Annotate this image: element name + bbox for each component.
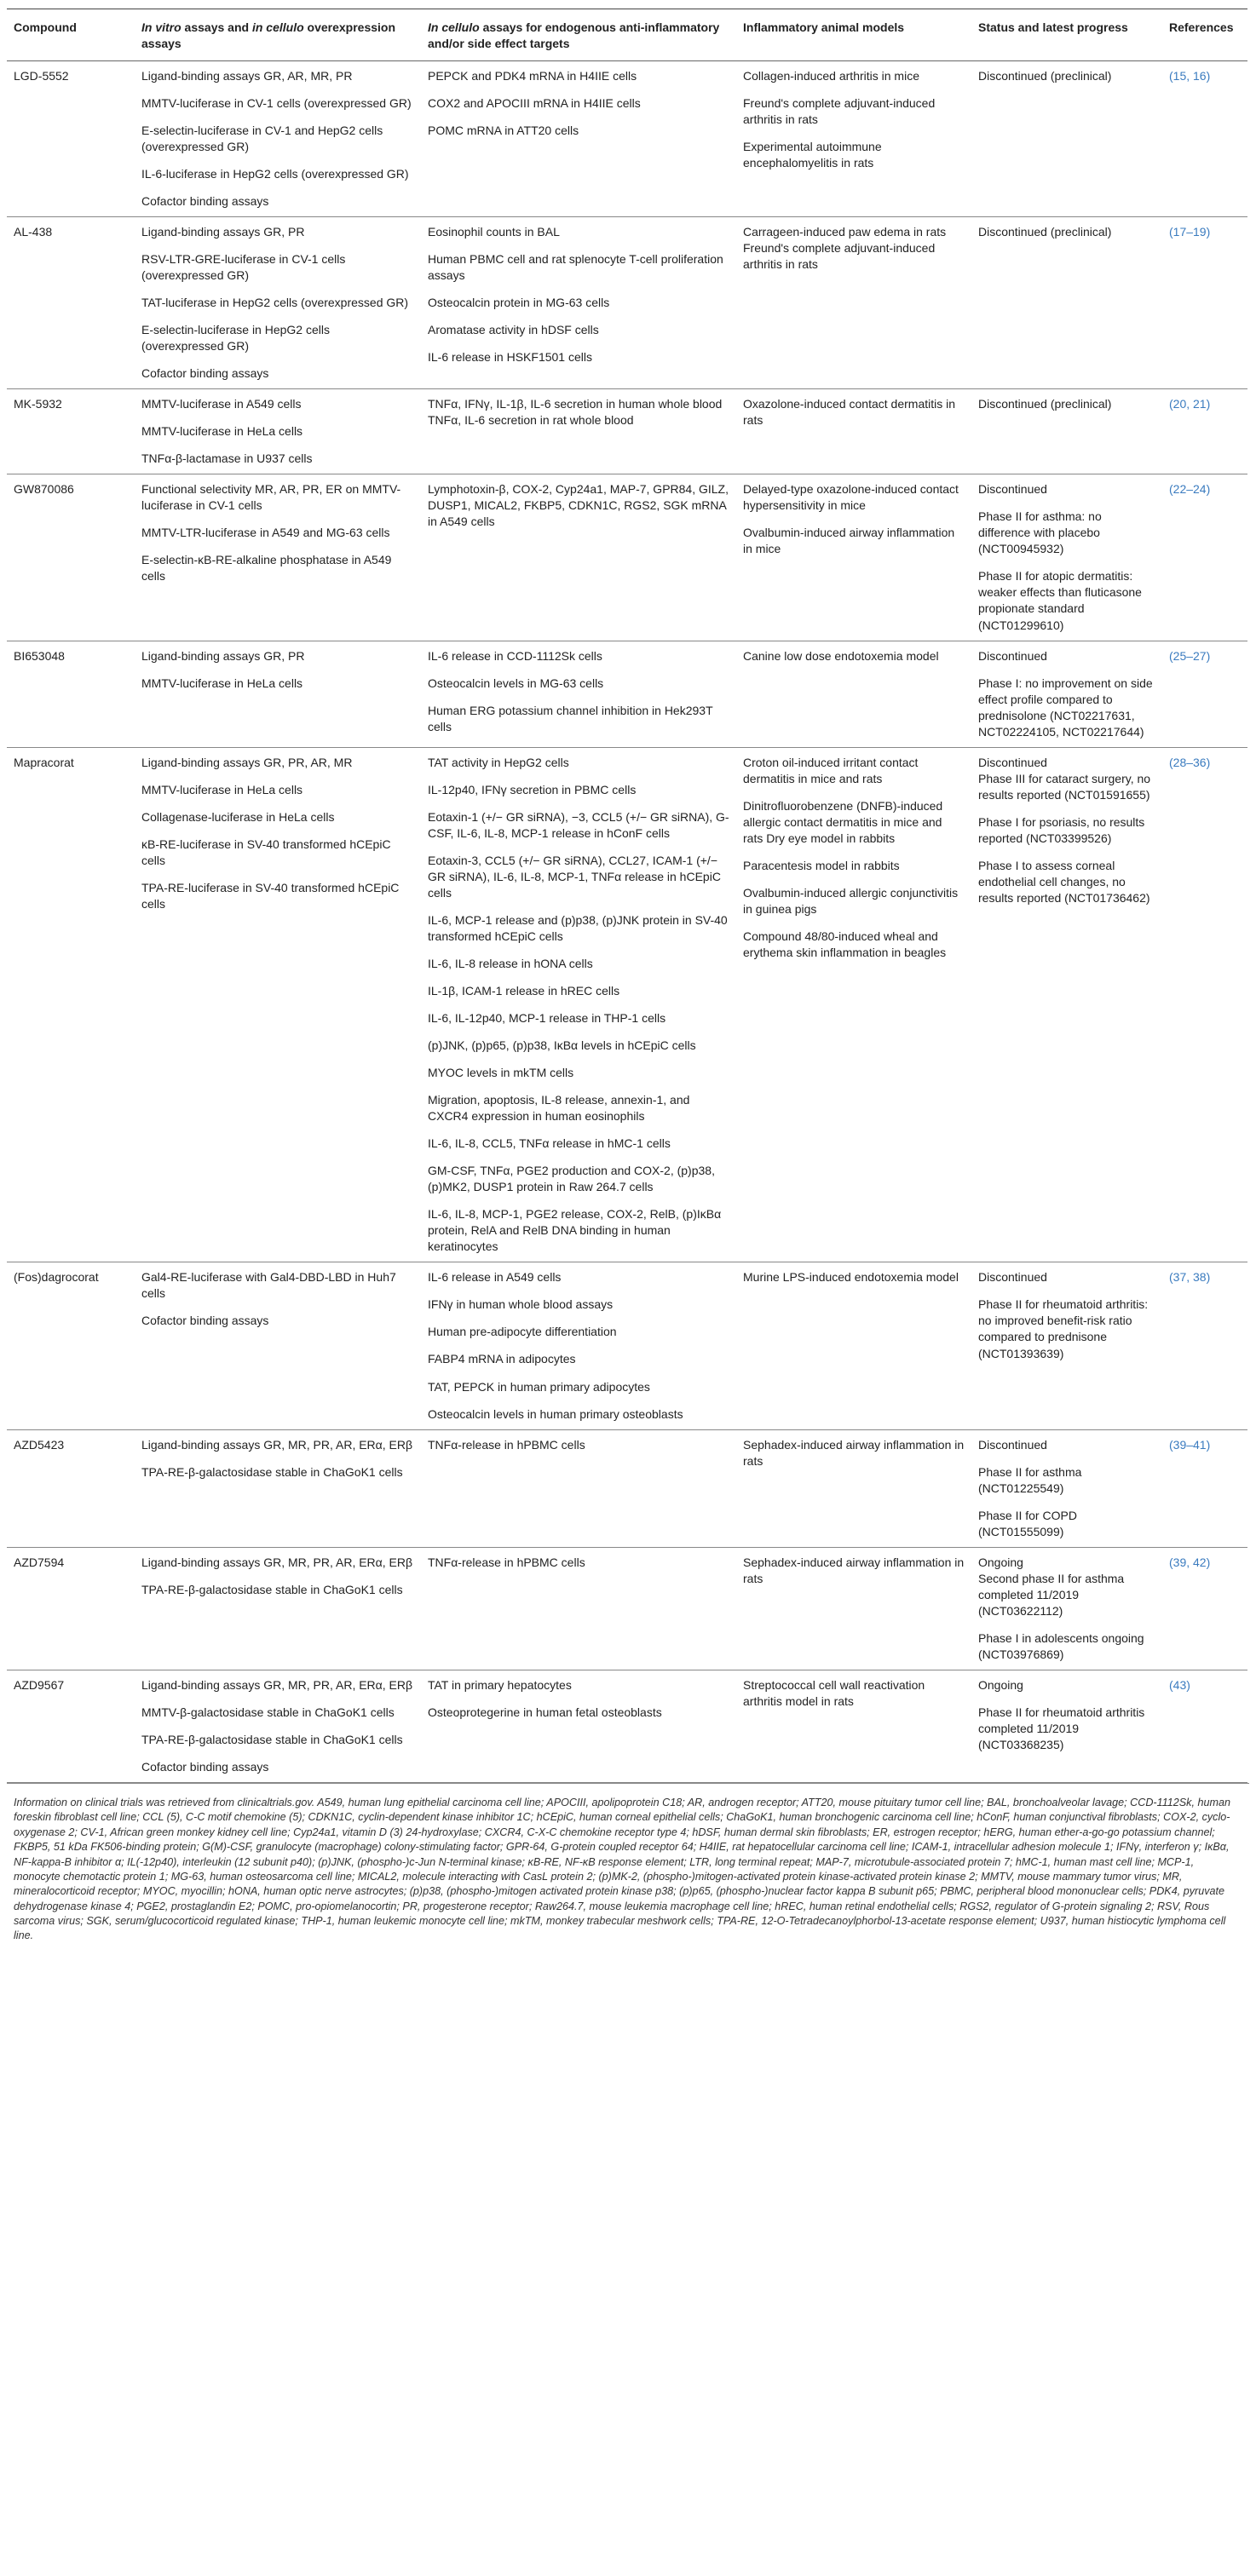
references-cell[interactable]: (43) (1162, 1670, 1247, 1782)
status-entry: Phase II for rheumatoid arthritis: no improved benefit-risk ratio compared to prednisone (NCT01393639) (978, 1297, 1149, 1360)
cellulo-entry: Migration, apoptosis, IL-8 release, annexin-1, and CXCR4 expression in human eosinophils (428, 1093, 690, 1124)
cellulo-entry: TAT, PEPCK in human primary adipocytes (428, 1379, 650, 1394)
models-entry: Sephadex-induced airway inflammation in rats (743, 1555, 965, 1585)
cellulo-entry: FABP4 mRNA in adipocytes (428, 1352, 576, 1366)
vitro-entry: κB-RE-luciferase in SV-40 transformed hCEpiC cells (141, 837, 391, 867)
references-cell[interactable]: (22–24) (1162, 474, 1247, 641)
table-row (7, 747, 1247, 1262)
cellulo-entry: Human PBMC cell and rat splenocyte T-cell proliferation assays (428, 252, 723, 283)
cellulo-entry: Osteocalcin levels in MG-63 cells (428, 676, 604, 690)
vitro-cell (135, 1547, 421, 1670)
cellulo-entry: POMC mRNA in ATT20 cells (428, 123, 579, 137)
vitro-entry: TPA-RE-β-galactosidase stable in ChaGoK1 cells (141, 1732, 403, 1746)
vitro-entry: IL-6-luciferase in HepG2 cells (overexpressed GR) (141, 166, 409, 181)
cellulo-entry: MYOC levels in mkTM cells (428, 1066, 574, 1080)
vitro-entry: Functional selectivity MR, AR, PR, ER on MMTV-luciferase in CV-1 cells (141, 482, 401, 513)
header-in-vitro-b: assays and (181, 20, 252, 34)
cellulo-entry: IL-6, MCP-1 release and (p)p38, (p)JNK protein in SV-40 transformed hCEpiC cells (428, 912, 728, 943)
models-entry: Carrageen-induced paw edema in rats Freund's complete adjuvant-induced arthritis in rats (743, 224, 947, 272)
cellulo-entry: Lymphotoxin-β, COX-2, Cyp24a1, MAP-7, GPR84, GILZ, DUSP1, MICAL2, FKBP5, CDKN1C, RGS2, SGK mRNA in A549 cells (428, 482, 729, 529)
cellulo-entry: IL-6 release in HSKF1501 cells (428, 350, 592, 365)
vitro-entry: Ligand-binding assays GR, PR, AR, MR (141, 755, 353, 769)
cellulo-entry: Eotaxin-3, CCL5 (+/− GR siRNA), CCL27, ICAM-1 (+/− GR siRNA), IL-6, IL-8, MCP-1, TNFα release in hCEpiC cells (428, 853, 721, 900)
status-entry: Phase II for COPD (NCT01555099) (978, 1508, 1077, 1538)
status-cell (971, 216, 1162, 388)
vitro-entry: E-selectin-luciferase in CV-1 and HepG2 cells (overexpressed GR) (141, 123, 383, 153)
models-entry: Experimental autoimmune encephalomyelitis in rats (743, 139, 882, 170)
vitro-entry: Ligand-binding assays GR, AR, MR, PR (141, 68, 353, 83)
cellulo-cell (421, 60, 736, 216)
status-entry: Discontinued (978, 482, 1047, 497)
header-in-vitro-a: In vitro (141, 20, 181, 34)
status-entry: Phase I: no improvement on side effect profile compared to prednisolone (NCT02217631, NCT02224105, NCT02217644) (978, 676, 1153, 739)
table-row (7, 389, 1247, 474)
cellulo-entry: Osteocalcin protein in MG-63 cells (428, 296, 610, 310)
status-cell (971, 389, 1162, 474)
table-row (7, 60, 1247, 216)
vitro-entry: TPA-RE-luciferase in SV-40 transformed hCEpiC cells (141, 880, 400, 911)
status-cell (971, 1262, 1162, 1429)
compound-cell: (Fos)dagrocorat (7, 1262, 135, 1429)
header-status: Status and latest progress (971, 9, 1162, 61)
cellulo-entry: IL-6, IL-8, MCP-1, PGE2 release, COX-2, RelB, (p)IκBα protein, RelA and RelB DNA binding in human keratinocytes (428, 1207, 722, 1254)
models-entry: Sephadex-induced airway inflammation in rats (743, 1437, 965, 1468)
table-body (7, 60, 1247, 1782)
cellulo-entry: Eosinophil counts in BAL (428, 224, 560, 239)
cellulo-entry: PEPCK and PDK4 mRNA in H4IIE cells (428, 68, 637, 83)
cellulo-cell (421, 747, 736, 1262)
status-entry: Ongoing Second phase II for asthma completed 11/2019 (NCT03622112) (978, 1555, 1125, 1618)
vitro-entry: Gal4-RE-luciferase with Gal4-DBD-LBD in Huh7 cells (141, 1270, 396, 1301)
vitro-cell (135, 747, 421, 1262)
status-entry: Phase II for rheumatoid arthritis completed 11/2019 (NCT03368235) (978, 1705, 1145, 1751)
header-in-vitro (135, 9, 421, 61)
vitro-entry: TPA-RE-β-galactosidase stable in ChaGoK1 cells (141, 1582, 403, 1596)
status-cell (971, 641, 1162, 747)
vitro-cell (135, 389, 421, 474)
status-entry: Phase I to assess corneal endothelial cell changes, no results reported (NCT01736462) (978, 858, 1150, 905)
vitro-cell (135, 474, 421, 641)
compound-cell: Mapracorat (7, 747, 135, 1262)
vitro-cell (135, 1670, 421, 1782)
vitro-entry: MMTV-LTR-luciferase in A549 and MG-63 cells (141, 526, 390, 540)
references-cell[interactable]: (17–19) (1162, 216, 1247, 388)
models-cell (736, 1670, 971, 1782)
models-cell (736, 641, 971, 747)
table-row (7, 474, 1247, 641)
vitro-entry: Ligand-binding assays GR, PR (141, 648, 305, 663)
status-entry: Discontinued (978, 648, 1047, 663)
status-entry: Phase I in adolescents ongoing (NCT03976869) (978, 1630, 1144, 1661)
cellulo-cell (421, 1429, 736, 1547)
compound-cell: AZD5423 (7, 1429, 135, 1547)
models-cell (736, 389, 971, 474)
vitro-entry: MMTV-luciferase in HeLa cells (141, 782, 303, 796)
status-cell (971, 1429, 1162, 1547)
models-entry: Ovalbumin-induced airway inflammation in mice (743, 526, 955, 556)
header-in-vitro-c: in cellulo (251, 20, 304, 34)
cellulo-cell (421, 474, 736, 641)
vitro-entry: Cofactor binding assays (141, 1314, 269, 1328)
header-in-cellulo (421, 9, 736, 61)
cellulo-cell (421, 1670, 736, 1782)
compound-cell: AZD7594 (7, 1547, 135, 1670)
header-models: Inflammatory animal models (736, 9, 971, 61)
status-cell (971, 60, 1162, 216)
table-row (7, 1429, 1247, 1547)
vitro-entry: Collagenase-luciferase in HeLa cells (141, 809, 335, 824)
status-entry: Discontinued (preclinical) (978, 224, 1112, 239)
vitro-entry: Ligand-binding assays GR, MR, PR, AR, ERα, ERβ (141, 1677, 413, 1692)
status-entry: Phase II for asthma: no difference with placebo (NCT00945932) (978, 509, 1102, 556)
references-cell[interactable]: (39, 42) (1162, 1547, 1247, 1670)
compound-cell: MK-5932 (7, 389, 135, 474)
compound-cell: LGD-5552 (7, 60, 135, 216)
models-cell (736, 1547, 971, 1670)
header-in-cellulo-b: assays for endogenous anti-inflammatory and/or side effect targets (428, 20, 720, 50)
header-refs: References (1162, 9, 1247, 61)
footnote-text: Information on clinical trials was retrieved from clinicaltrials.gov. A549, human lung epithelial carcinoma cell line; APOCIII, apolipoprotein C18; AR, androgen receptor; ATT20, mouse pituitary tumor cell line; BAL, bronchoalveolar lavage; CCD-1112Sk, human foreskin fibroblast cell line; CCL (5), C-C motif chemokine (5); CDKN1C, cyclin-dependent kinase inhibitor 1C; hCEpiC, human corneal epithelial cells; ChaGoK1, human bronchogenic carcinoma cell line; hConF, human conjunctival fibroblasts; COX-2, cyclo-oxygenase 2; CV-1, African green monkey kidney cell line; Cyp24a1, vitamin D (3) 24-hydroxylase; CXCR4, C-X-C chemokine receptor type 4; hDSF, human dermal skin fibroblasts; ER, estrogen receptor; hERG, human ether-a-go-go potassium channel; FKBP5, 51 kDa FK506-binding protein; G(M)-CSF, granulocyte (macrophage) colony-stimulating factor; GPR-64, G-protein coupled receptor 64; H4IIE, rat hepatocellular carcinoma cell line; ICAM-1, intracellular adhesion molecule 1; IFNγ, interferon γ; IκBα, NF-kappa-B inhibitor α; IL(-12p40), interleukin (12 subunit p40); (p)JNK, (phospho-)c-Jun N-terminal kinase; κB-RE, NF-κB response element; LTR, long terminal repeat; MAP-7, microtubule-associated protein 7; hMC-1, human mast cell line; MCP-1, monocyte chemotactic protein 1; MG-63, human osteosarcoma cell line; MICAL2, molecule interacting with CasL protein 2; (p)MK-2, (phospho-)mitogen-activated protein kinase-activated protein kinase 2; MMTV, mouse mammary tumor virus; MR, mineralocorticoid receptor; MYOC, myocillin; hONA, human optic nerve astrocytes; (p)p38, (phospho-)mitogen activated protein kinase p38; (p)p65, (phospho-)nuclear factor kappa B subunit p65; PBMC, peripheral blood mononuclear cells; PDK4, pyruvate dehydrogenase kinase 4; PGE2, prostaglandin E2; POMC, pro-opiomelanocortin; PR, progesterone receptor; Raw264.7, mouse leukemia macrophage cell line; hREC, human retinal endothelial cells; RGS2, regulator of G-protein signaling 2; RSV, Rous sarcoma virus; SGK, serum/glucocorticoid regulated kinase; THP-1, human leukemic monocyte cell line; mkTM, monkey trabecular meshwork cells; TPA-RE, 12-O-Tetradecanoylphorbol-13-acetate response element; U937, human histiocytic lymphoma cell line. (14, 1797, 1230, 1942)
table-row (7, 1262, 1247, 1429)
cellulo-entry: TNFα-release in hPBMC cells (428, 1555, 585, 1569)
cellulo-entry: TNFα-release in hPBMC cells (428, 1437, 585, 1452)
vitro-cell (135, 216, 421, 388)
cellulo-cell (421, 1547, 736, 1670)
models-cell (736, 474, 971, 641)
vitro-entry: E-selectin-κB-RE-alkaline phosphatase in A549 cells (141, 553, 392, 584)
cellulo-entry: Human pre-adipocyte differentiation (428, 1325, 617, 1339)
compound-cell: AL-438 (7, 216, 135, 388)
cellulo-entry: Osteocalcin levels in human primary osteoblasts (428, 1406, 683, 1421)
references-cell[interactable]: (15, 16) (1162, 60, 1247, 216)
vitro-cell (135, 60, 421, 216)
vitro-entry: TAT-luciferase in HepG2 cells (overexpressed GR) (141, 296, 409, 310)
vitro-entry: Cofactor binding assays (141, 366, 269, 381)
status-cell (971, 1670, 1162, 1782)
cellulo-entry: TAT activity in HepG2 cells (428, 755, 569, 769)
cellulo-entry: TNFα, IFNγ, IL-1β, IL-6 secretion in human whole blood TNFα, IL-6 secretion in rat whole blood (428, 397, 723, 428)
cellulo-entry: TAT in primary hepatocytes (428, 1677, 572, 1692)
status-entry: Discontinued (978, 1270, 1047, 1285)
vitro-entry: TNFα-β-lactamase in U937 cells (141, 451, 313, 466)
vitro-entry: MMTV-luciferase in A549 cells (141, 397, 302, 411)
status-entry: Phase II for asthma (NCT01225549) (978, 1464, 1082, 1495)
cellulo-entry: IL-6, IL-8, CCL5, TNFα release in hMC-1 cells (428, 1136, 671, 1151)
vitro-entry: MMTV-luciferase in HeLa cells (141, 424, 303, 439)
models-entry: Freund's complete adjuvant-induced arthritis in rats (743, 95, 936, 126)
models-cell (736, 1262, 971, 1429)
header-in-cellulo-a: In cellulo (428, 20, 480, 34)
vitro-entry: MMTV-luciferase in HeLa cells (141, 676, 303, 690)
status-entry: Phase I for psoriasis, no results reported (NCT03399526) (978, 814, 1145, 845)
references-cell[interactable]: (39–41) (1162, 1429, 1247, 1547)
models-entry: Croton oil-induced irritant contact dermatitis in mice and rats (743, 755, 919, 785)
vitro-cell (135, 641, 421, 747)
header-row (7, 9, 1247, 61)
vitro-cell (135, 1429, 421, 1547)
status-entry: Discontinued (978, 1437, 1047, 1452)
cellulo-entry: COX2 and APOCIII mRNA in H4IIE cells (428, 95, 641, 110)
compound-cell: AZD9567 (7, 1670, 135, 1782)
models-entry: Oxazolone-induced contact dermatitis in rats (743, 397, 956, 428)
cellulo-entry: IFNγ in human whole blood assays (428, 1297, 614, 1312)
models-cell (736, 60, 971, 216)
models-cell (736, 1429, 971, 1547)
cellulo-entry: IL-6, IL-12p40, MCP-1 release in THP-1 cells (428, 1011, 666, 1026)
cellulo-entry: (p)JNK, (p)p65, (p)p38, IκBα levels in hCEpiC cells (428, 1038, 696, 1053)
cellulo-entry: IL-12p40, IFNγ secretion in PBMC cells (428, 782, 637, 796)
vitro-entry: Cofactor binding assays (141, 1760, 269, 1774)
cellulo-entry: IL-6, IL-8 release in hONA cells (428, 956, 593, 970)
references-cell[interactable]: (20, 21) (1162, 389, 1247, 474)
vitro-entry: RSV-LTR-GRE-luciferase in CV-1 cells (overexpressed GR) (141, 252, 346, 283)
status-entry: Phase II for atopic dermatitis: weaker effects than fluticasone propionate standard (NCT01299610) (978, 569, 1142, 632)
cellulo-entry: IL-1β, ICAM-1 release in hREC cells (428, 984, 620, 998)
status-entry: Discontinued (preclinical) (978, 68, 1112, 83)
table-row (7, 216, 1247, 388)
cellulo-entry: IL-6 release in CCD-1112Sk cells (428, 648, 602, 663)
cellulo-entry: IL-6 release in A549 cells (428, 1270, 562, 1285)
cellulo-entry: Osteoprotegerine in human fetal osteoblasts (428, 1705, 662, 1719)
table-footnote (7, 1783, 1249, 1944)
header-compound: Compound (7, 9, 135, 61)
cellulo-cell (421, 389, 736, 474)
compound-cell: GW870086 (7, 474, 135, 641)
cellulo-entry: Human ERG potassium channel inhibition in Hek293T cells (428, 703, 713, 733)
models-cell (736, 216, 971, 388)
references-cell[interactable]: (28–36) (1162, 747, 1247, 1262)
references-cell[interactable]: (37, 38) (1162, 1262, 1247, 1429)
vitro-entry: MMTV-luciferase in CV-1 cells (overexpressed GR) (141, 95, 412, 110)
models-entry: Collagen-induced arthritis in mice (743, 68, 919, 83)
status-entry: Ongoing (978, 1677, 1023, 1692)
models-entry: Delayed-type oxazolone-induced contact hypersensitivity in mice (743, 482, 959, 513)
models-cell (736, 747, 971, 1262)
compound-cell: BI653048 (7, 641, 135, 747)
vitro-entry: MMTV-β-galactosidase stable in ChaGoK1 cells (141, 1705, 395, 1719)
vitro-cell (135, 1262, 421, 1429)
cellulo-entry: Aromatase activity in hDSF cells (428, 323, 599, 337)
status-cell (971, 1547, 1162, 1670)
cellulo-cell (421, 1262, 736, 1429)
header-in-vitro-d: overexpression assays (141, 20, 396, 50)
references-cell[interactable]: (25–27) (1162, 641, 1247, 747)
models-entry: Murine LPS-induced endotoxemia model (743, 1270, 959, 1285)
models-entry: Canine low dose endotoxemia model (743, 648, 939, 663)
cellulo-cell (421, 641, 736, 747)
models-entry: Ovalbumin-induced allergic conjunctivitis in guinea pigs (743, 885, 959, 916)
vitro-entry: E-selectin-luciferase in HepG2 cells (overexpressed GR) (141, 323, 330, 354)
status-cell (971, 474, 1162, 641)
table-row (7, 1547, 1247, 1670)
models-entry: Dinitrofluorobenzene (DNFB)-induced allergic contact dermatitis in mice and rats Dry eye model in rabbits (743, 798, 943, 845)
models-entry: Streptococcal cell wall reactivation arthritis model in rats (743, 1677, 925, 1708)
vitro-entry: TPA-RE-β-galactosidase stable in ChaGoK1 cells (141, 1464, 403, 1479)
cellulo-entry: GM-CSF, TNFα, PGE2 production and COX-2, (p)p38, (p)MK2, DUSP1 protein in Raw 264.7 cells (428, 1164, 715, 1194)
vitro-entry: Ligand-binding assays GR, MR, PR, AR, ERα, ERβ (141, 1555, 413, 1569)
cellulo-entry: Eotaxin-1 (+/− GR siRNA), −3, CCL5 (+/− GR siRNA), G-CSF, IL-6, IL-8, MCP-1 release in hConF cells (428, 809, 729, 840)
status-cell (971, 747, 1162, 1262)
table-row (7, 1670, 1247, 1782)
status-entry: Discontinued Phase III for cataract surgery, no results reported (NCT01591655) (978, 755, 1151, 802)
vitro-entry: Cofactor binding assays (141, 193, 269, 208)
models-entry: Compound 48/80-induced wheal and erythema skin inflammation in beagles (743, 929, 947, 959)
models-entry: Paracentesis model in rabbits (743, 858, 900, 872)
table-row (7, 641, 1247, 747)
vitro-entry: Ligand-binding assays GR, MR, PR, AR, ERα, ERβ (141, 1437, 413, 1452)
vitro-entry: Ligand-binding assays GR, PR (141, 224, 305, 239)
compound-table (7, 9, 1247, 1783)
status-entry: Discontinued (preclinical) (978, 397, 1112, 411)
cellulo-cell (421, 216, 736, 388)
